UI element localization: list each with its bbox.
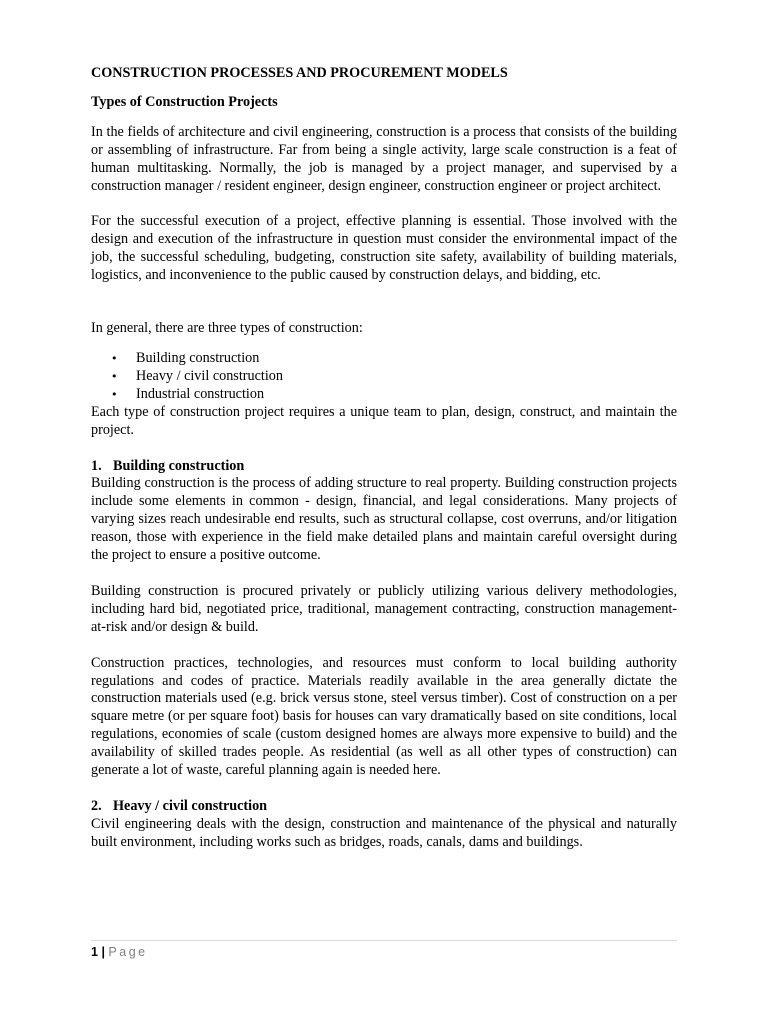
list-item-label: Building construction <box>136 349 260 366</box>
page-label: Page <box>108 945 148 959</box>
list-item-label: Industrial construction <box>136 385 265 402</box>
page-separator: | <box>101 945 105 959</box>
section-title: Building construction <box>113 457 245 474</box>
list-item <box>91 350 677 368</box>
bullet-icon: • <box>111 351 118 365</box>
section-heading-heavy-civil <box>91 798 677 816</box>
section-heading-building <box>91 458 677 476</box>
building-paragraph-1: Building construction is the process of adding structure to real property. Building construction projects include some elements in common - design, financial, and legal considerations. Many projects of varying sizes reach undesirable end results, such as structural collapse, cost overruns, and/or litigation reason, those with experience in the field make detailed plans and maintain careful oversight during the project to ensure a positive outcome. <box>91 475 677 564</box>
planning-paragraph: For the successful execution of a project, effective planning is essential. Those involved with the design and execution of the infrastructure in question must consider the environmental impact of the job, the successful scheduling, budgeting, construction site safety, availability of building materials, logistics, and inconvenience to the public caused by construction delays, and bidding, etc. <box>91 213 677 284</box>
team-paragraph: Each type of construction project requires a unique team to plan, design, construct, and maintain the project. <box>91 403 677 438</box>
section-number: 2. <box>91 798 102 814</box>
types-intro-paragraph: In general, there are three types of construction: <box>91 320 363 337</box>
list-item <box>91 386 677 404</box>
building-paragraph-2: Building construction is procured privately or publicly utilizing various delivery methodologies, including hard bid, negotiated price, traditional, management contracting, construction management-at-risk and/or design & build. <box>91 582 677 635</box>
construction-types-list <box>91 350 677 404</box>
list-item-label: Heavy / civil construction <box>136 367 283 384</box>
bullet-icon: • <box>111 369 118 383</box>
building-paragraph-3: Construction practices, technologies, and resources must conform to local building authority regulations and codes of practice. Materials readily available in the area generally dictate the construction materials used (e.g. brick versus stone, steel versus timber). Cost of construction on a per square metre (or per square foot) basis for houses can vary dramatically based on site conditions, local regulations, economies of scale (custom designed homes are always more expensive to build) and the availability of skilled trades people. As residential (as well as all other types of construction) can generate a lot of waste, careful planning again is needed here. <box>91 654 677 779</box>
intro-paragraph: In the fields of architecture and civil engineering, construction is a process that consists of the building or assembling of infrastructure. Far from being a single activity, large scale construction is a feat of human multitasking. Normally, the job is managed by a project manager, and supervised by a construction manager / resident engineer, design engineer, construction engineer or project architect. <box>91 123 677 194</box>
page-footer <box>91 940 677 962</box>
section-title: Heavy / civil construction <box>113 798 268 814</box>
civil-paragraph-1: Civil engineering deals with the design, construction and maintenance of the physical and naturally built environment, including works such as bridges, roads, canals, dams and buildings. <box>91 815 677 850</box>
section-number: 1. <box>91 457 102 474</box>
bullet-icon: • <box>111 387 118 401</box>
list-item <box>91 368 677 386</box>
document-title: CONSTRUCTION PROCESSES AND PROCUREMENT MODELS <box>91 65 508 81</box>
document-page <box>91 60 677 852</box>
section-heading-types: Types of Construction Projects <box>91 93 278 110</box>
page-number: 1 <box>91 945 98 959</box>
